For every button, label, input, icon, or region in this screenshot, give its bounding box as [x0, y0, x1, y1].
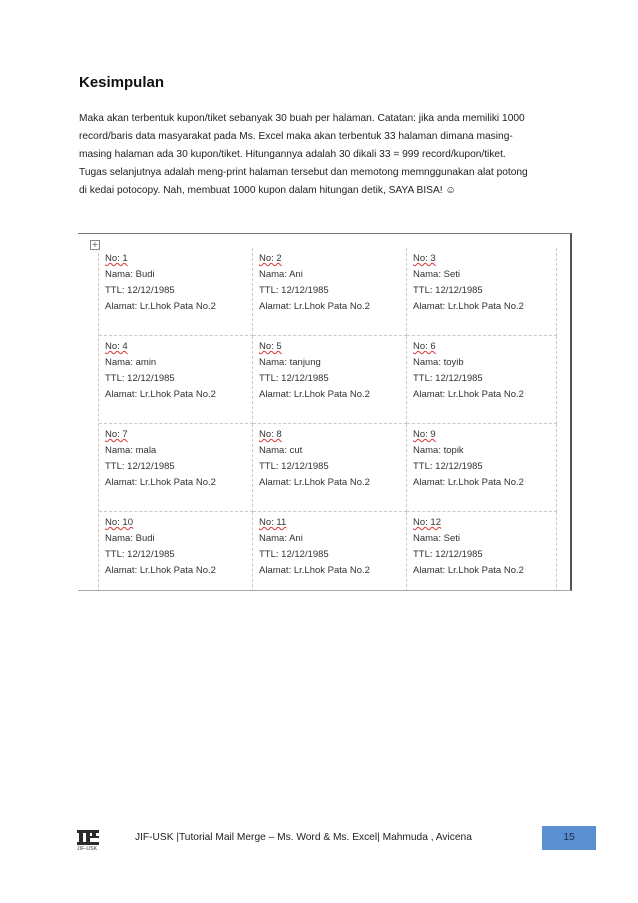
coupon-number: No: 12: [413, 517, 441, 528]
coupon-name: Nama: cut: [259, 445, 303, 456]
coupon-address: Alamat: Lr.Lhok Pata No.2: [413, 565, 524, 576]
coupon-name: Nama: Ani: [259, 269, 303, 280]
coupon-address: Alamat: Lr.Lhok Pata No.2: [259, 389, 370, 400]
coupon-birthdate: TTL: 12/12/1985: [105, 373, 175, 384]
coupon-name: Nama: Seti: [413, 269, 460, 280]
coupon-number: No: 3: [413, 253, 436, 264]
coupon-name: Nama: Seti: [413, 533, 460, 544]
coupon-number: No: 10: [105, 517, 133, 528]
coupon-cell: [253, 248, 407, 336]
coupon-address: Alamat: Lr.Lhok Pata No.2: [105, 565, 216, 576]
coupon-name: Nama: Budi: [105, 269, 155, 280]
coupon-address: Alamat: Lr.Lhok Pata No.2: [413, 301, 524, 312]
paragraph-line: Maka akan terbentuk kupon/tiket sebanyak 30 buah per halaman. Catatan: jika anda memiliki 1000: [79, 113, 525, 124]
coupon-cell: [407, 512, 557, 591]
coupon-birthdate: TTL: 12/12/1985: [259, 549, 329, 560]
paragraph-line: Tugas selanjutnya adalah meng-print halaman tersebut dan memotong memnggunakan alat potong: [79, 167, 528, 178]
coupon-number: No: 9: [413, 429, 436, 440]
coupon-number: No: 8: [259, 429, 282, 440]
page-footer: [77, 826, 596, 850]
coupon-address: Alamat: Lr.Lhok Pata No.2: [413, 477, 524, 488]
coupon-cell: [99, 336, 253, 424]
coupon-name: Nama: tanjung: [259, 357, 321, 368]
jif-logo-icon: [77, 828, 99, 846]
coupon-name: Nama: toyib: [413, 357, 464, 368]
coupon-number: No: 5: [259, 341, 282, 352]
coupon-cell: [99, 248, 253, 336]
coupon-birthdate: TTL: 12/12/1985: [105, 549, 175, 560]
conclusion-paragraph: [79, 110, 559, 200]
coupon-name: Nama: mala: [105, 445, 157, 456]
coupon-number: No: 1: [105, 253, 128, 264]
coupon-table: [98, 248, 557, 591]
coupon-cell: [407, 248, 557, 336]
coupon-birthdate: TTL: 12/12/1985: [413, 373, 483, 384]
coupon-cell: [407, 424, 557, 512]
coupon-name: Nama: amin: [105, 357, 157, 368]
coupon-birthdate: TTL: 12/12/1985: [259, 461, 329, 472]
logo-label: JIF-USK: [77, 846, 98, 852]
coupon-number: No: 11: [259, 517, 287, 528]
coupon-address: Alamat: Lr.Lhok Pata No.2: [105, 389, 216, 400]
coupon-number: No: 2: [259, 253, 282, 264]
mail-merge-screenshot: [78, 233, 572, 591]
coupon-cell: [99, 424, 253, 512]
coupon-cell: [407, 336, 557, 424]
paragraph-line: masing halaman ada 30 kupon/tiket. Hitungannya adalah 30 dikali 33 = 999 record/kupon/tiket.: [79, 149, 506, 160]
coupon-number: No: 4: [105, 341, 128, 352]
paragraph-line: record/baris data masyarakat pada Ms. Excel maka akan terbentuk 33 halaman dimana masing-: [79, 131, 513, 142]
paragraph-line: di kedai potocopy. Nah, membuat 1000 kupon dalam hitungan detik, SAYA BISA! ☺: [79, 185, 456, 196]
coupon-name: Nama: Ani: [259, 533, 303, 544]
coupon-cell: [253, 424, 407, 512]
coupon-name: Nama: topik: [413, 445, 464, 456]
coupon-address: Alamat: Lr.Lhok Pata No.2: [105, 301, 216, 312]
coupon-address: Alamat: Lr.Lhok Pata No.2: [259, 477, 370, 488]
table-move-handle-icon[interactable]: +: [91, 240, 99, 249]
coupon-cell: [253, 512, 407, 591]
coupon-birthdate: TTL: 12/12/1985: [413, 461, 483, 472]
coupon-address: Alamat: Lr.Lhok Pata No.2: [105, 477, 216, 488]
section-heading: Kesimpulan: [79, 74, 165, 91]
coupon-birthdate: TTL: 12/12/1985: [259, 285, 329, 296]
coupon-number: No: 7: [105, 429, 128, 440]
coupon-name: Nama: Budi: [105, 533, 155, 544]
coupon-address: Alamat: Lr.Lhok Pata No.2: [259, 301, 370, 312]
coupon-birthdate: TTL: 12/12/1985: [413, 549, 483, 560]
coupon-birthdate: TTL: 12/12/1985: [105, 285, 175, 296]
coupon-birthdate: TTL: 12/12/1985: [105, 461, 175, 472]
footer-text: JIF-USK |Tutorial Mail Merge – Ms. Word & Ms. Excel| Mahmuda , Avicena: [135, 832, 472, 843]
coupon-address: Alamat: Lr.Lhok Pata No.2: [413, 389, 524, 400]
coupon-address: Alamat: Lr.Lhok Pata No.2: [259, 565, 370, 576]
page-number: 15: [542, 826, 596, 850]
coupon-birthdate: TTL: 12/12/1985: [413, 285, 483, 296]
coupon-cell: [99, 512, 253, 591]
coupon-number: No: 6: [413, 341, 436, 352]
coupon-birthdate: TTL: 12/12/1985: [259, 373, 329, 384]
coupon-cell: [253, 336, 407, 424]
